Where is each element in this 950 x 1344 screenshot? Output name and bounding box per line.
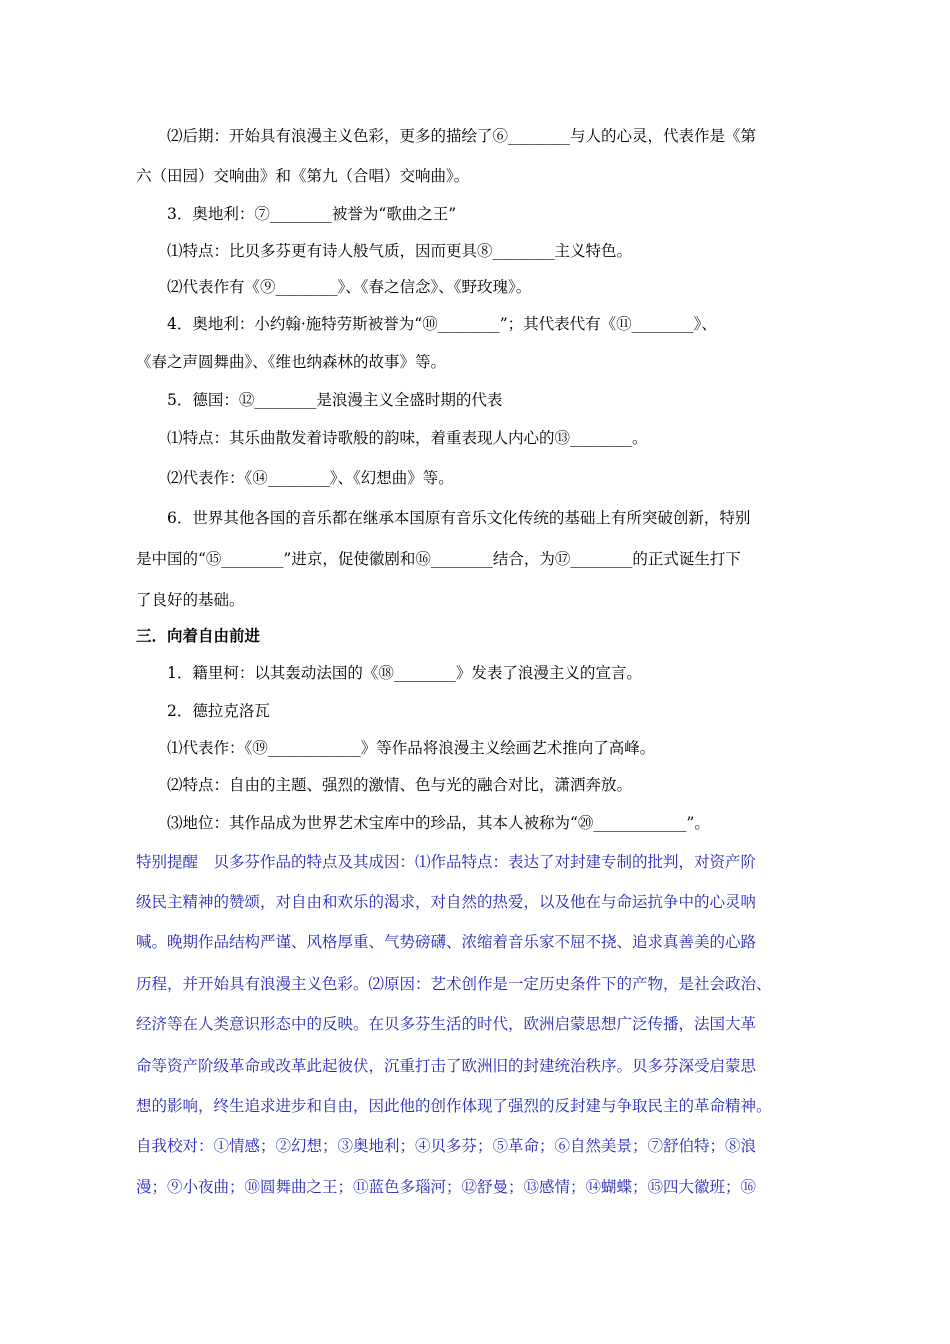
text-line: 了良好的基础。 bbox=[136, 591, 245, 609]
text-line: ⑶地位：其作品成为世界艺术宝库中的珍品，其本人被称为“⑳____________”。 bbox=[167, 814, 710, 832]
text-line: ⑵代表作有《⑨________》、《春之信念》、《野玫瑰》。 bbox=[167, 278, 532, 296]
section-heading: 三．向着自由前进 bbox=[136, 626, 261, 645]
text-line: 2．德拉克洛瓦 bbox=[167, 702, 270, 720]
text-line: ⑴代表作：《⑲____________》等作品将浪漫主义绘画艺术推向了高峰。 bbox=[167, 739, 656, 757]
text-line: ⑵后期：开始具有浪漫主义色彩，更多的描绘了⑥________与人的心灵，代表作是《第 bbox=[167, 127, 757, 145]
text-line: 六（田园）交响曲》和《第九（合唱）交响曲》。 bbox=[136, 167, 470, 185]
tip-line: 经济等在人类意识形态中的反映。在贝多芬生活的时代，欧洲启蒙思想广泛传播，法国大革 bbox=[136, 1015, 757, 1033]
answer-line: 漫；⑨小夜曲；⑩圆舞曲之王；⑪蓝色多瑙河；⑫舒曼；⑬感情；⑭蝴蝶；⑮四大徽班；⑯ bbox=[136, 1178, 757, 1196]
tip-line: 级民主精神的赞颂，对自由和欢乐的渴求，对自然的热爱，以及他在与命运抗争中的心灵呐 bbox=[136, 893, 757, 911]
tip-line: 历程，并开始具有浪漫主义色彩。⑵原因：艺术创作是一定历史条件下的产物，是社会政治、 bbox=[136, 975, 772, 993]
text-line: ⑵代表作：《⑭________》、《幻想曲》等。 bbox=[167, 469, 454, 487]
text-line: ⑵特点：自由的主题、强烈的激情、色与光的融合对比，潇洒奔放。 bbox=[167, 776, 633, 794]
text-line: ⑴特点：其乐曲散发着诗歌般的韵味，着重表现人内心的⑬________。 bbox=[167, 429, 648, 447]
tip-line: 喊。晚期作品结构严谨、风格厚重、气势磅礴、浓缩着音乐家不屈不挠、追求真善美的心路 bbox=[136, 933, 757, 951]
text-line: ⑴特点：比贝多芬更有诗人般气质，因而更具⑧________主义特色。 bbox=[167, 242, 633, 260]
tip-line: 特别提醒 贝多芬作品的特点及其成因：⑴作品特点：表达了对封建专制的批判，对资产阶 bbox=[136, 853, 757, 871]
text-line: 6．世界其他各国的音乐都在继承本国原有音乐文化传统的基础上有所突破创新，特别 bbox=[167, 509, 751, 527]
text-line: 1．籍里柯：以其轰动法国的《⑱________》发表了浪漫主义的宣言。 bbox=[167, 664, 642, 682]
tip-line: 想的影响，终生追求进步和自由，因此他的创作体现了强烈的反封建与争取民主的革命精神。 bbox=[136, 1097, 772, 1115]
text-line: 3．奥地利：⑦________被誉为“歌曲之王” bbox=[167, 205, 457, 223]
answer-line: 自我校对：①情感；②幻想；③奥地利；④贝多芬；⑤革命；⑥自然美景；⑦舒伯特；⑧浪 bbox=[136, 1137, 757, 1155]
text-line: 5．德国：⑫________是浪漫主义全盛时期的代表 bbox=[167, 391, 503, 409]
tip-line: 命等资产阶级革命或改革此起彼伏，沉重打击了欧洲旧的封建统治秩序。贝多芬深受启蒙思 bbox=[136, 1057, 757, 1075]
text-line: 是中国的“⑮________”进京，促使徽剧和⑯________结合，为⑰________的正式诞生打下 bbox=[136, 550, 741, 568]
text-line: 《春之声圆舞曲》、《维也纳森林的故事》等。 bbox=[136, 353, 447, 371]
text-line: 4．奥地利：小约翰·施特劳斯被誉为“⑩________”；其代表代有《⑪________》、 bbox=[167, 315, 717, 333]
